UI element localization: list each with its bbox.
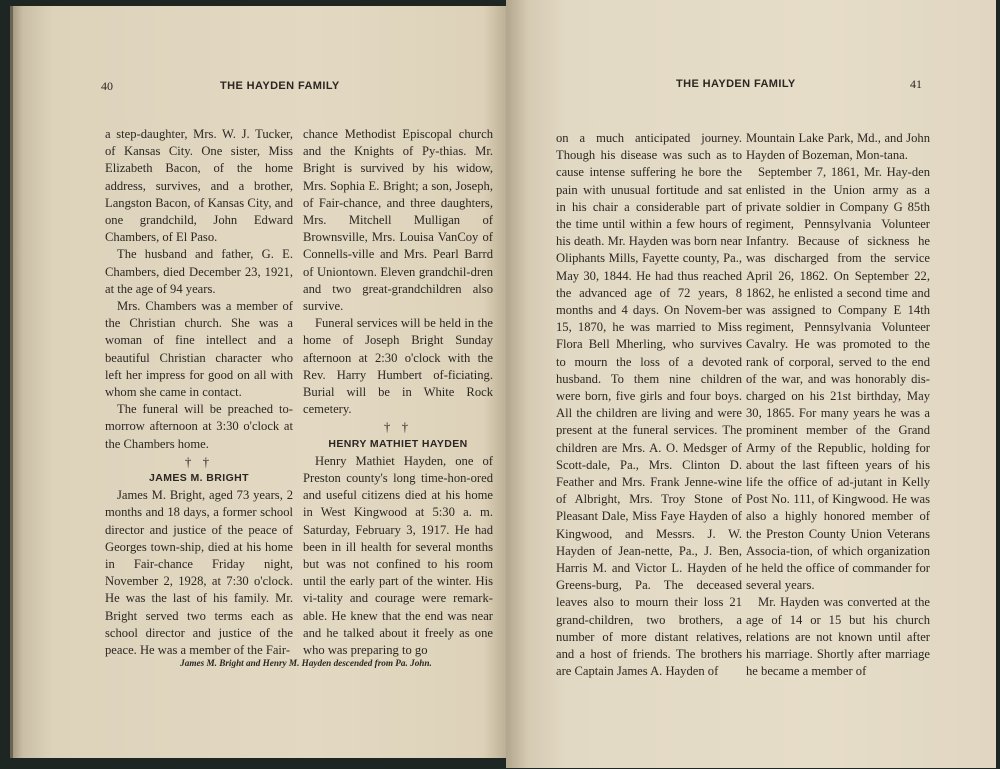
left-page-column-2 — [303, 126, 493, 659]
running-head: THE HAYDEN FAMILY — [220, 80, 340, 92]
right-page-column-2 — [746, 130, 930, 681]
page-number: 40 — [101, 79, 113, 93]
section-heading: JAMES M. BRIGHT — [149, 472, 249, 485]
right-page-column-1 — [556, 130, 742, 681]
section-heading: HENRY MATHIET HAYDEN — [328, 437, 468, 450]
footnote: James M. Bright and Henry M. Hayden descended from Pa. John. — [180, 658, 432, 668]
right-page — [506, 0, 996, 768]
page-number: 41 — [910, 77, 922, 91]
left-page — [10, 6, 506, 758]
paragraph: September 7, 1861, Mr. Hay-den enlisted in the Union army as a private soldier in Company G 85th regiment, Pennsylvania Volunteer Infantry. Because of sickness he was discharged from the service April 26, 1862. On September 22, 1862, he enlisted a second time and was assigned to Company E 14th regiment, Pennsylvania Volunteer Cavalry. He was promoted to the rank of corporal, served to the end of the war, and was honorably dis-charged on his 21st birthday, May 30, 1865. For many years he was a prominent member of the Grand Army of the Republic, holding for about the last fifteen years of his life the office of ad-jutant in Kelly Post No. 111, of Kingwood. He was also a highly honored member of the Preston County Union Veterans Associa-tion, of which organization he held the office of commander for several years. — [746, 165, 930, 593]
paragraph: Mr. Hayden was converted at the age of 14 or 15 but his church relations are not known until after his marriage. Shortly after marriage he became a member of — [746, 595, 930, 679]
paragraph: James M. Bright, aged 73 years, 2 months and 18 days, a former school director and justice of the peace of Georges town-ship, died at his home in Fair-chance Friday night, November 2, 1928, at 7:30 o'clock. He was the last of his family. Mr. Bright served two terms each as school director and justice of the peace. He was a member of the Fair- — [105, 488, 293, 658]
section-divider-crosses: † † — [383, 419, 413, 435]
section-divider-crosses: † † — [184, 453, 214, 469]
left-page-column-1 — [105, 126, 293, 659]
paragraph: on a much anticipated journey. Though his disease was such as to cause intense suffering he bore the pain with unusual fortitude and sat in his chair a considerable part of the time until within a few hours of his death. Mr. Hayden was born near Oliphants Mills, Fayette county, Pa., May 30, 1844. He had thus reached the advanced age of 72 years, 8 months and 4 days. On Novem-ber 15, 1870, he was married to Miss Flora Bell Mherling, who survives to mourn the loss of a devoted husband. To them nine children were born, five girls and four boys. All the children are living and were present at the funeral services. The children are Mrs. A. O. Medsger of Scott-dale, Pa., Mrs. Clinton D. Feather and Mrs. Frank Jenne-wine of Albright, Mrs. Troy Stone of Pleasant Dale, Miss Faye Hayden of Kingwood, and Messrs. J. W. Hayden of Jean-nette, Pa., J. Ben, Harris M. and Victor L. Hayden of Greens-burg, Pa. The deceased leaves also to mourn their loss 21 grand-children, two brothers, a number of more distant relatives, and a host of friends. The brothers are Captain James A. Hayden of — [556, 131, 742, 679]
paragraph: Mrs. Chambers was a member of the Christian church. She was a woman of fine intellect and a beautiful Christian character who left her impress for good on all with whom she came in contact. — [105, 299, 293, 400]
paragraph: Henry Mathiet Hayden, one of Preston county's long time-hon-ored and useful citizens died at his home in West Kingwood at 5:30 a. m. Saturday, February 3, 1917. He had been in ill health for several months but was not confined to his room until the early part of the winter. His vi-tality and courage were remark-able. He knew that the end was near and he talked about it freely as one who was preparing to go — [303, 453, 493, 658]
paragraph: Mountain Lake Park, Md., and John Hayden of Bozeman, Mon-tana. — [746, 131, 930, 163]
paragraph: chance Methodist Episcopal church and the Knights of Py-thias. Mr. Bright is survived by his widow, Mrs. Sophia E. Bright; a son, Joseph, of Fair-chance, and three daughters, Mrs. Mitchell Mulligan of Brownsville, Mrs. Louisa VanCoy of Connells-ville and Mrs. Pearl Barrd of Uniontown. Eleven grandchil-dren and two great-grandchildren also survive. — [303, 127, 493, 314]
running-head: THE HAYDEN FAMILY — [676, 78, 796, 90]
paragraph: a step-daughter, Mrs. W. J. Tucker, of Kansas City. One sister, Miss Elizabeth Bacon, of the home address, survives, and a brother, Langston Bacon, of Kansas City, and one grandchild, John Edward Chambers, of El Paso. — [105, 127, 293, 245]
paragraph: The husband and father, G. E. Chambers, died December 23, 1921, at the age of 94 years. — [105, 247, 293, 296]
paragraph: Funeral services will be held in the home of Joseph Bright Sunday afternoon at 2:30 o'clock with the Rev. Harry Humbert of-ficiating. Burial will be in White Rock cemetery. — [303, 316, 493, 417]
paragraph: The funeral will be preached to-morrow afternoon at 3:30 o'clock at the Chambers home. — [105, 402, 293, 451]
